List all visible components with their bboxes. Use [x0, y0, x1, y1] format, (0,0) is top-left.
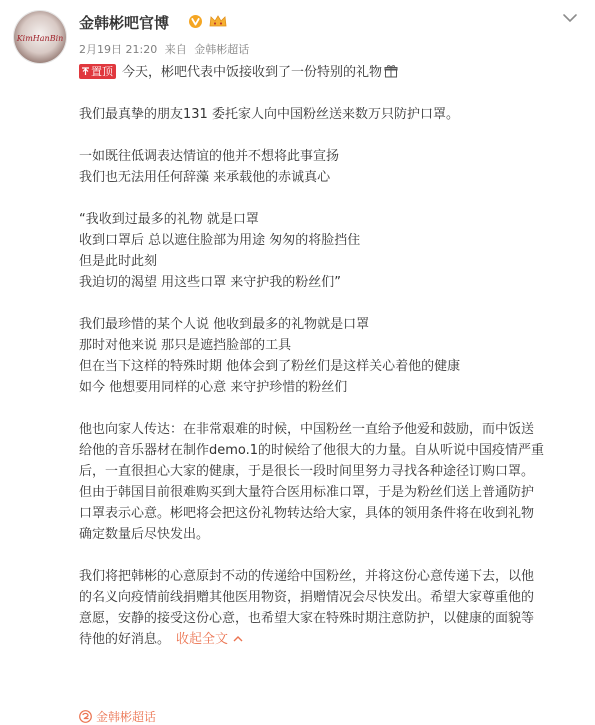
- collapse-label: 收起全文: [176, 632, 229, 647]
- paragraphs: [79, 104, 579, 629]
- paragraph: [79, 566, 579, 629]
- paragraph-line: 收到口罩后 总以遮住脸部为用途 匆匆的将脸挡住: [79, 233, 361, 248]
- super-topic-icon: [79, 710, 92, 723]
- vip-crown-icon[interactable]: [208, 13, 228, 29]
- post-date[interactable]: 2月19日 21:20: [79, 43, 158, 56]
- post-source[interactable]: 金韩彬超话: [194, 43, 250, 56]
- paragraph-gap: [79, 293, 579, 314]
- paragraph-line: 那时对他来说 那只是遮挡脸部的工具: [79, 338, 292, 353]
- paragraph: [79, 314, 579, 398]
- paragraph-line: 一如既往低调表达情谊的他并不想将此事宣扬: [79, 149, 340, 164]
- paragraph: [79, 209, 579, 293]
- pinned-line: [79, 62, 579, 83]
- post-meta: [79, 41, 253, 57]
- paragraph-gap: [79, 125, 579, 146]
- paragraph-line: 我们将把韩彬的心意原封不动的传递给中国粉丝，并将这份心意传递下去，以他: [79, 569, 535, 584]
- paragraph-line: 给他的音乐器材在制作demo.1的时候给了他很大的力量。自从听说中国疫情严重: [79, 443, 545, 458]
- chevron-up-icon: [233, 635, 243, 642]
- author-name[interactable]: 金韩彬吧官博: [79, 14, 170, 32]
- paragraph-gap: [79, 83, 579, 104]
- chevron-down-icon[interactable]: [562, 12, 578, 24]
- last-line: [79, 629, 579, 650]
- collapse-text-button[interactable]: [176, 632, 243, 647]
- source-prefix: 来自: [164, 43, 187, 56]
- pin-icon: [81, 67, 90, 76]
- paragraph-line: “我收到过最多的礼物 就是口罩: [79, 212, 259, 227]
- paragraph-line: 口罩表示心意。彬吧将会把这份礼物转达给大家，具体的领用条件将在收到礼物: [79, 506, 535, 521]
- paragraph-line: 我们也无法用任何辞藻 来承载他的赤诚真心: [79, 170, 331, 185]
- paragraph-line: 如今 他想要用同样的心意 来守护珍惜的粉丝们: [79, 380, 348, 395]
- super-topic-link[interactable]: [79, 708, 156, 725]
- paragraph-line: 我迫切的渴望 用这些口罩 来守护我的粉丝们”: [79, 275, 341, 290]
- verified-icon: [189, 15, 202, 28]
- paragraph-gap: [79, 188, 579, 209]
- avatar-image: [14, 11, 66, 63]
- avatar[interactable]: [13, 10, 67, 64]
- avatar-text: KimHanBin: [16, 34, 64, 43]
- paragraph-line: 确定数量后尽快发出。: [79, 527, 210, 542]
- paragraph-line: 后，一直很担心大家的健康，于是很长一段时间里努力寻找各种途径订购口罩。: [79, 464, 535, 479]
- paragraph: [79, 419, 579, 545]
- pinned-badge: [79, 64, 116, 79]
- paragraph-line: 但在当下这样的特殊时期 他体会到了粉丝们是这样关心着他的健康: [79, 359, 461, 374]
- paragraph-line: 但由于韩国目前很难购买到大量符合医用标准口罩，于是为粉丝们送上普通防护: [79, 485, 535, 500]
- paragraph-gap: [79, 545, 579, 566]
- paragraph: [79, 104, 579, 125]
- paragraph-line: 他也向家人传达：在非常艰难的时候，中国粉丝一直给予他爱和鼓励，而中饭送: [79, 422, 535, 437]
- super-topic-label: 金韩彬超话: [96, 710, 157, 724]
- pinned-title: 今天，彬吧代表中饭接收到了一份特别的礼物: [122, 65, 383, 80]
- pinned-badge-label: 置顶: [91, 65, 113, 78]
- gift-icon: [384, 64, 398, 78]
- paragraph: [79, 146, 579, 188]
- paragraph-gap: [79, 398, 579, 419]
- paragraph-line: 意愿，安静的接受这份心意，也希望大家在特殊时期注意防护，以健康的面貌等: [79, 611, 535, 626]
- paragraph-line: 我们最真挚的朋友131 委托家人向中国粉丝送来数万只防护口罩。: [79, 107, 459, 122]
- paragraph-line: 但是此时此刻: [79, 254, 158, 269]
- last-line-text: 待他的好消息。: [79, 632, 171, 647]
- post-body: [79, 62, 579, 650]
- paragraph-line: 我们最珍惜的某个人说 他收到最多的礼物就是口罩: [79, 317, 370, 332]
- paragraph-line: 的名义向疫情前线捐赠其他医用物资，捐赠情况会尽快发出。希望大家尊重他的: [79, 590, 535, 605]
